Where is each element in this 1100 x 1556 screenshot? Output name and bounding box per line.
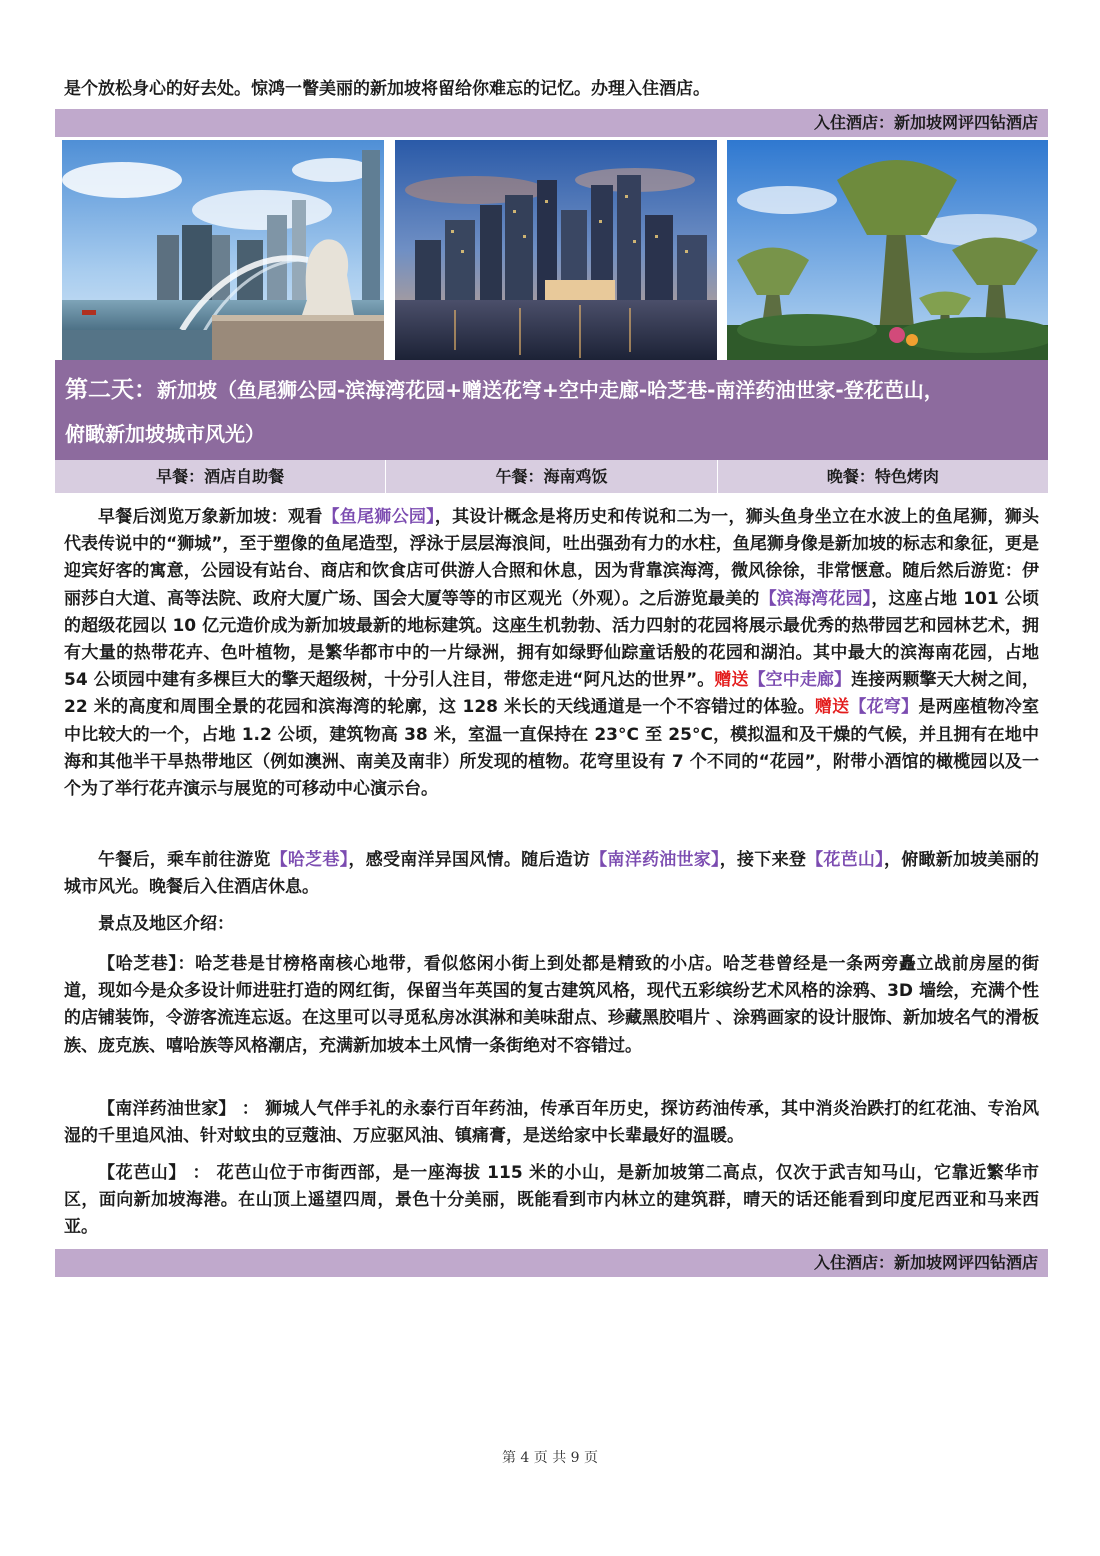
day-header (55, 360, 1048, 460)
text-run: 哈芝巷是甘榜格南核心地带，看似悠闲小街上到处都是精致的小店。哈芝巷曾经是一条两旁矗立战前房屋的街道，现如今是众多设计师进驻打造的网红街，保留当年英国的复古建筑风格，现代五彩缤纷艺术风格的涂鸦、3D 墙绘，充满个性的店铺装饰，令游客流连忘返。在这里可以寻觅私房冰淇淋和美味甜点、珍藏黑胶唱片 、涂鸦画家的设计服饰、新加坡名气的滑板族、庞克族、嘻哈族等风格潮店，充满新加坡本土风情一条街绝对不容错过。 (64, 954, 1040, 1056)
gift-label: 赠送 (714, 670, 749, 691)
text-run: ，感受南洋异国风情。随后造访 (348, 850, 591, 870)
text-run: 连接两颗擎天大树之间，22 米的高度和周围全景的花园和滨海湾的轮廓，这 128 米长的天线通道是一个不容错过的体验。 (64, 670, 1040, 718)
text-run: 狮城人气伴手礼的永泰行百年药油，传承百年历史，探访药油传承，其中消炎治跌打的红花油、专治风湿的千里追风油、针对蚊虫的豆蔻油、万应驱风油、镇痛膏，是送给家中长辈最好的温暖。 (64, 1099, 1039, 1147)
gift-label: 赠送 (814, 697, 850, 718)
photo-strip (62, 140, 1048, 360)
intro-text: 是个放松身心的好去处。惊鸿一瞥美丽的新加坡将留给你难忘的记忆。办理入住酒店。 (64, 79, 710, 99)
supertree-grove-photo (727, 140, 1048, 360)
intro-heading-block (64, 911, 1039, 938)
text-run: ，接下来登 (719, 850, 807, 870)
meal-dinner: 晚餐：特色烤肉 (826, 467, 939, 486)
meals-bar (55, 460, 1048, 493)
attraction-nanyang-medicated-oil: 【南洋药油世家】 (590, 850, 720, 870)
meal-breakfast: 早餐：酒店自助餐 (55, 460, 386, 493)
marina-bay-skyline-photo (395, 140, 717, 360)
intro-title: 【花芭山】 ： (98, 1163, 211, 1183)
paragraph-afternoon-block (64, 847, 1039, 901)
intro-title: 【南洋药油世家】 ： (98, 1099, 259, 1119)
day-title-line-2: 俯瞰新加坡城市风光） (65, 422, 265, 446)
text-run: ，其设计概念是将历史和传说和二为一，狮头鱼身坐立在水波上的鱼尾狮，狮头代表传说中的“狮城”，至于塑像的鱼尾造型，浮泳于层层海浪间，吐出强劲有力的水柱，鱼尾狮身像是新加坡的标志和象征，更是迎宾好客的寓意，公园设有站台、商店和饮食店可供游人合照和休息，因为背靠滨海湾，微风徐徐，非常惬意。随后然后游览：伊丽莎白大道、高等法院、政府大厦广场、国会大厦等等的市区观光（外观）。之后游览最美的 (64, 507, 1040, 609)
text-run: ，俯瞰新加坡美丽的城市风光。晚餐后入住酒店休息。 (64, 850, 1040, 898)
hotel-bar-top: 入住酒店：新加坡网评四钻酒店 (55, 109, 1048, 137)
attraction-mount-faber: 【花芭山】 (806, 850, 884, 870)
text-run: 早餐后浏览万象新加坡：观看 (98, 507, 323, 527)
paragraph-morning (64, 504, 1039, 803)
text-run: 午餐后，乘车前往游览 (98, 850, 271, 870)
meal-lunch: 午餐：海南鸡饭 (386, 460, 717, 493)
intro-heading: 景点及地区介绍： (98, 914, 234, 934)
haji-lane-intro (64, 951, 1039, 1060)
merlion-park-photo (62, 140, 384, 360)
medicated-oil-intro (64, 1096, 1039, 1150)
text-run: 花芭山位于市街西部，是一座海拔 115 米的小山，是新加坡第二高点，仅次于武吉知马山，它靠近繁华市区，面向新加坡海港。在山顶上遥望四周，景色十分美丽，既能看到市内林立的建筑群，晴天的话还能看到印度尼西亚和马来西亚。 (64, 1163, 1039, 1238)
day-label: 第二天： (65, 377, 157, 403)
attraction-merlion-park: 【鱼尾狮公园】 (322, 507, 435, 527)
hotel-bar-bottom: 入住酒店：新加坡网评四钻酒店 (55, 1249, 1048, 1277)
text-run: ，这座占地 101 公顷的超级花园以 10 亿元造价成为新加坡最新的地标建筑。这座生机勃勃、活力四射的花园将展示最优秀的热带园艺和园林艺术，拥有大量的热带花卉、色叶植物，是繁华都市中的一片绿洲，拥有如绿野仙踪童话般的花园和湖泊。其中最大的滨海南花园，占地 54 公顷园中建有多棵巨大的擎天超级树，十分引人注目，带您走进“阿凡达的世界”。 (64, 588, 1040, 691)
day-title-line-1 (65, 368, 1038, 412)
medicated-oil-intro-block (64, 1096, 1039, 1150)
attraction-flower-dome: 【花穹】 (849, 697, 919, 718)
text-run: 是两座植物冷室中比较大的一个，占地 1.2 公顷，建筑物高 38 米，室温一直保持在 23°C 至 25°C，模拟温和及干燥的气候，并且拥有在地中海和其他半干旱热带地区（例如澳洲、南美及南非）所发现的植物。花穹里设有 7 个不同的“花园”，附带小酒馆的橄榄园以及一个为了举行花卉演示与展览的可移动中心演示台。 (64, 697, 1040, 800)
mount-faber-intro-block (64, 1160, 1039, 1242)
mount-faber-intro (64, 1160, 1039, 1242)
attraction-haji-lane: 【哈芝巷】 (270, 850, 349, 870)
intro-title: 【哈芝巷】： (98, 954, 196, 974)
page-number: 第 4 页 共 9 页 (501, 1450, 599, 1466)
attraction-gardens-by-the-bay: 【滨海湾花园】 (759, 588, 872, 609)
haji-lane-intro-block (64, 951, 1039, 1060)
paragraph-afternoon (64, 847, 1039, 901)
day-title-part-1: 新加坡（鱼尾狮公园-滨海湾花园+赠送花穹+空中走廊-哈芝巷-南洋药油世家-登花芭山， (157, 378, 944, 402)
attraction-skyway: 【空中走廊】 (748, 670, 852, 691)
itinerary-body (64, 504, 1039, 803)
